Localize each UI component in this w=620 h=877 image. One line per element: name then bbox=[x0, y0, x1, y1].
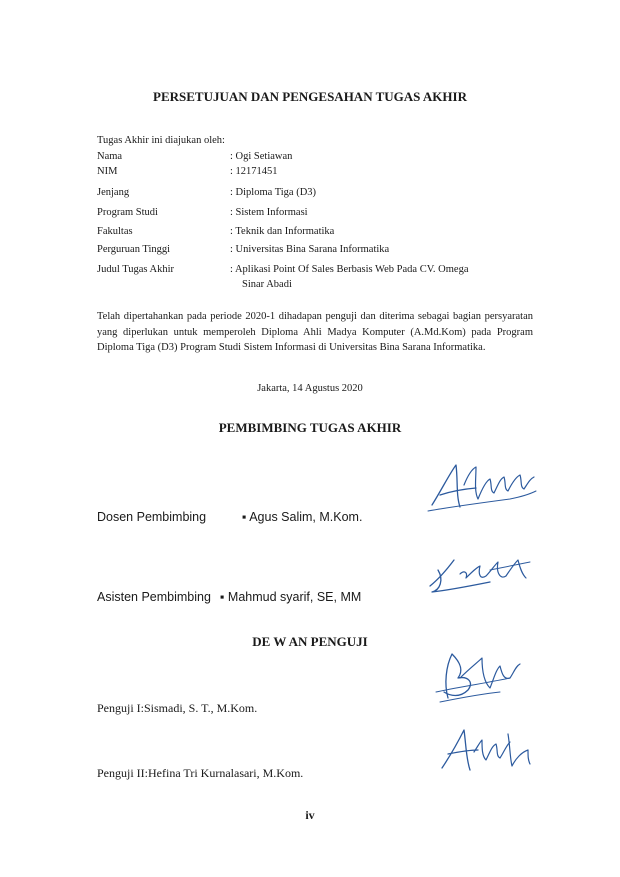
field-value-nama: : Ogi Setiawan bbox=[230, 151, 293, 162]
approval-paragraph: Telah dipertahankan pada periode 2020-1 dihadapan penguji dan diterima sebagai bagian persyaratan yang diperlukan untuk memperoleh Diploma Ahli Madya Komputer (A.Md.Kom) pada Program Diploma Tiga (D3) Program Studi Sistem Informasi di Universitas Bina Sarana Informatika. bbox=[97, 311, 533, 353]
signature-penguji-2 bbox=[436, 722, 536, 777]
asisten-pembimbing-name: ▪ Mahmud syarif, SE, MM bbox=[220, 590, 362, 604]
signature-penguji-1 bbox=[430, 648, 525, 708]
field-label-fakultas: Fakultas bbox=[97, 226, 133, 237]
penguji-1-line: Penguji I:Sismadi, S. T., M.Kom. bbox=[97, 701, 258, 715]
field-label-nama: Nama bbox=[97, 151, 123, 162]
signature-asisten-pembimbing bbox=[420, 550, 535, 600]
intro-text: Tugas Akhir ini diajukan oleh: bbox=[97, 135, 225, 146]
dosen-pembimbing-label: Dosen Pembimbing bbox=[97, 510, 207, 524]
field-label-judul: Judul Tugas Akhir bbox=[97, 264, 175, 275]
field-label-perguruan-tinggi: Perguruan Tinggi bbox=[97, 244, 171, 255]
field-label-nim: NIM bbox=[97, 166, 118, 177]
field-value-nim: : 12171451 bbox=[230, 166, 278, 177]
document-title: PERSETUJUAN DAN PENGESAHAN TUGAS AKHIR bbox=[153, 89, 467, 104]
penguji-heading: DE W AN PENGUJI bbox=[252, 634, 368, 649]
field-value-perguruan-tinggi: : Universitas Bina Sarana Informatika bbox=[230, 244, 390, 255]
field-value-program-studi: : Sistem Informasi bbox=[230, 207, 308, 218]
field-value-fakultas: : Teknik dan Informatika bbox=[230, 226, 335, 237]
field-label-program-studi: Program Studi bbox=[97, 207, 158, 218]
page-number: iv bbox=[305, 808, 315, 822]
penguji-2-line: Penguji II:Hefina Tri Kurnalasari, M.Kom. bbox=[97, 766, 304, 780]
field-value-judul-continued: Sinar Abadi bbox=[242, 279, 292, 290]
field-value-jenjang: : Diploma Tiga (D3) bbox=[230, 187, 317, 198]
field-label-jenjang: Jenjang bbox=[97, 187, 130, 198]
dosen-pembimbing-name: ▪ Agus Salim, M.Kom. bbox=[242, 510, 363, 524]
field-value-judul: : Aplikasi Point Of Sales Berbasis Web Pada CV. Omega bbox=[230, 264, 469, 275]
signature-dosen-pembimbing bbox=[420, 455, 545, 520]
asisten-pembimbing-label: Asisten Pembimbing bbox=[97, 590, 211, 604]
pembimbing-heading: PEMBIMBING TUGAS AKHIR bbox=[218, 420, 402, 435]
date-place: Jakarta, 14 Agustus 2020 bbox=[257, 383, 363, 394]
